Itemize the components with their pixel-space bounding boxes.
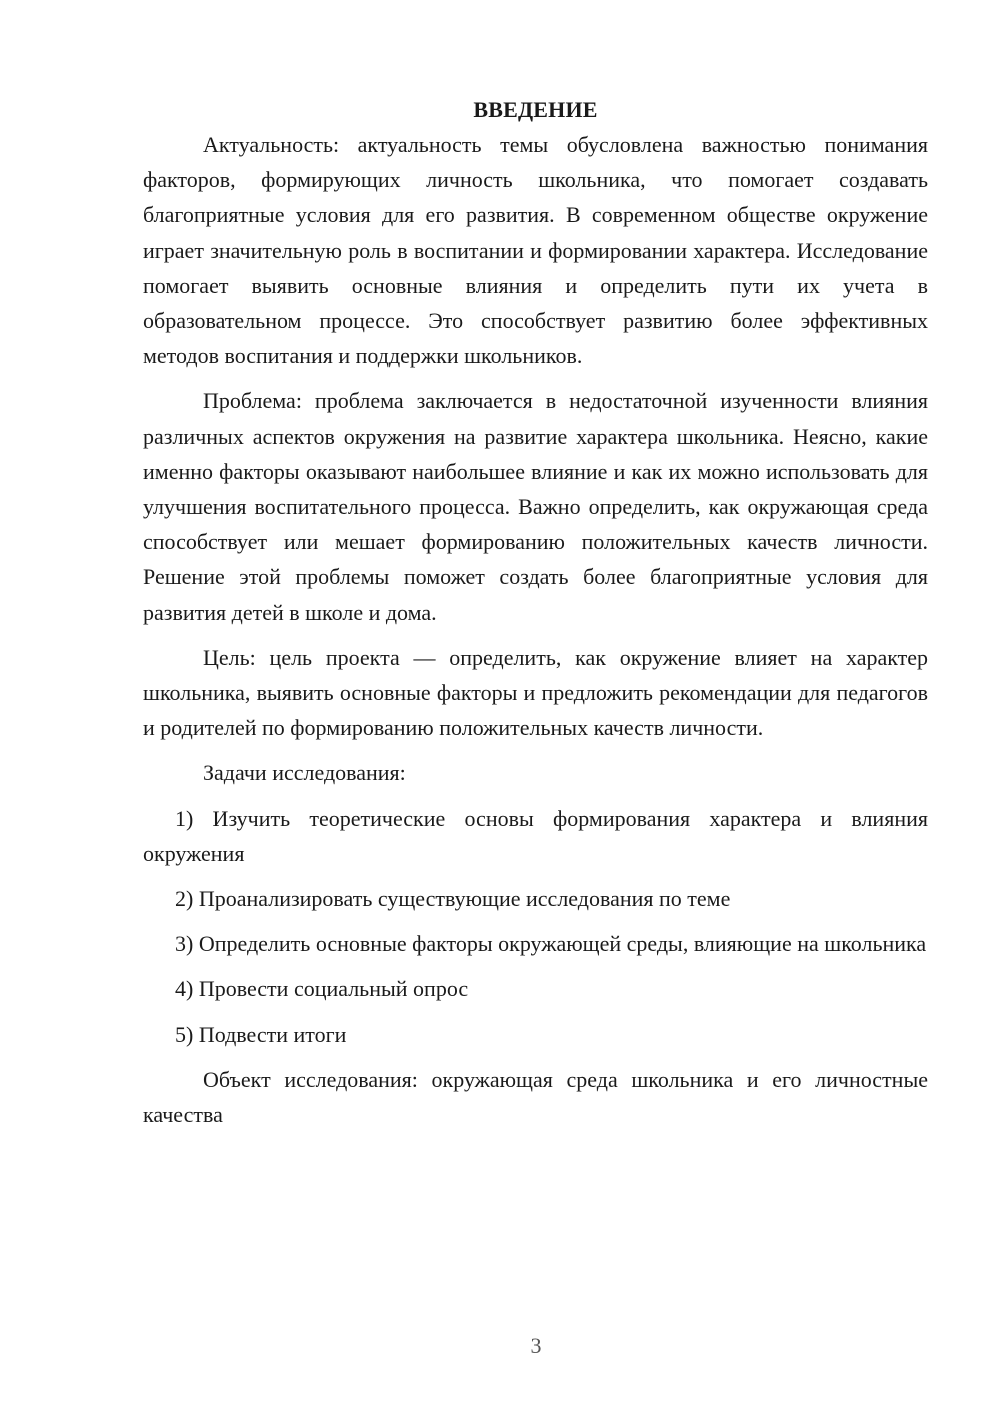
tasks-heading: Задачи исследования: <box>203 760 406 786</box>
goal-paragraph: Цель: цель проекта — определить, как окружение влияет на характер школьника, выявить основные факторы и предложить рекомендации для педагогов и родителей по формированию положительных качеств личности. <box>143 644 928 741</box>
list-item: 5) Подвести итоги <box>175 1021 347 1047</box>
page-number: 3 <box>530 1333 542 1358</box>
problem-paragraph: Проблема: проблема заключается в недостаточной изученности влияния различных аспектов окружения на развитие характера школьника. Неясно, какие именно факторы оказывают наибольшее влияние и как их можно использовать для улучшения воспитательного процесса. Важно определить, как окружающая среда способствует или мешает формированию положительных качеств личности. Решение этой проблемы поможет создать более благоприятные условия для развития детей в школе и дома. <box>143 388 928 625</box>
list-item: 4) Провести социальный опрос <box>175 976 469 1002</box>
list-item: 1) Изучить теоретические основы формирования характера и влияния окружения <box>143 805 928 866</box>
section-title: ВВЕДЕНИЕ <box>473 97 598 122</box>
object-paragraph: Объект исследования: окружающая среда школьника и его личностные качества <box>143 1066 928 1128</box>
document-page <box>143 92 928 1142</box>
tasks-list <box>143 801 928 1052</box>
list-item: 2) Проанализировать существующие исследования по теме <box>175 886 731 912</box>
relevance-paragraph: Актуальность: актуальность темы обусловлена важностью понимания факторов, формирующих личность школьника, что помогает создавать благоприятные условия для его развития. В современном обществе окружение играет значительную роль в воспитании и формировании характера. Исследование помогает выявить основные влияния и определить пути их учета в образовательном процессе. Это способствует развитию более эффективных методов воспитания и поддержки школьников. <box>143 132 928 369</box>
list-item: 3) Определить основные факторы окружающей среды, влияющие на школьника <box>175 931 927 957</box>
